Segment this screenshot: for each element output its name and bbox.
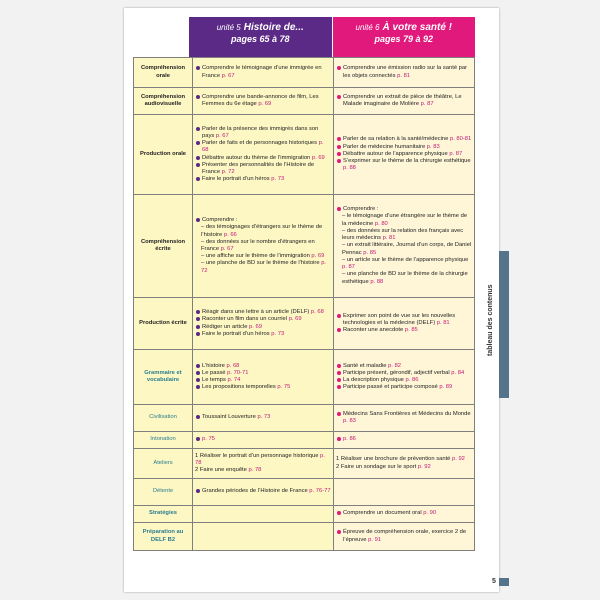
list-item (195, 224, 331, 238)
list-item (336, 271, 472, 285)
unit6-cell (334, 506, 475, 523)
list-item (336, 206, 472, 213)
item-text (343, 158, 472, 172)
item-label: – un extrait littéraire, Journal d’un corps, de Daniel Pennac (342, 242, 472, 256)
item-text (343, 313, 472, 327)
list-item (336, 456, 472, 463)
item-label: Comprendre un extrait de pièce de théâtre, Le Malade imaginaire de Molière (343, 93, 462, 107)
list-item (336, 158, 472, 172)
list-item (336, 436, 472, 443)
list-item (195, 239, 331, 253)
list-item (336, 370, 472, 377)
row-label: Civilisation (134, 405, 193, 432)
list-item (195, 370, 331, 377)
list-item (336, 313, 472, 327)
item-label: Parler de la présence des immigrés dans son pays (202, 125, 319, 139)
item-text (342, 257, 472, 271)
bullet-icon (337, 328, 341, 332)
bullet-icon (337, 364, 341, 368)
page-ref: p. 76-77 (309, 488, 331, 495)
list-item (336, 411, 472, 425)
item-label: Comprendre un document oral (343, 510, 424, 517)
item-intro: Comprendre : (343, 206, 379, 213)
item-text (202, 384, 290, 391)
item-label: L’histoire (202, 362, 227, 369)
table-row (134, 523, 475, 551)
item-label: Médecins Sans Frontières et Médecins du Monde (343, 410, 471, 417)
list-item (336, 257, 472, 271)
item-text (202, 370, 248, 377)
unit5-cell (193, 449, 334, 479)
unit6-cell (334, 449, 475, 479)
unit5-cell (193, 523, 334, 551)
item-label: Présenter des personnalités de l’Histoire de France (202, 161, 315, 175)
bullet-icon (196, 163, 200, 167)
item-label: Grandes périodes de l’Histoire de France (202, 488, 310, 495)
item-text (343, 94, 472, 108)
item-text (202, 331, 284, 338)
bullet-icon (196, 141, 200, 145)
page-ref: p. 84 (451, 369, 465, 376)
item-text (343, 327, 418, 334)
item-label: – une planche de BD sur le thème de l’histoire (201, 260, 322, 267)
list-item (195, 126, 331, 140)
bullet-icon (196, 415, 200, 419)
item-label: – une planche de BD sur le thème de la chirurgie esthétique (342, 271, 468, 285)
item-label: Participe passé et participe composé (343, 384, 440, 391)
item-text (195, 467, 261, 474)
bullet-icon (337, 66, 341, 70)
item-label: Toussaint Louverture (202, 414, 258, 421)
list-item (336, 529, 472, 543)
side-tab (499, 251, 509, 398)
unit6-cell (334, 350, 475, 405)
page-ref: p. 92 (452, 456, 465, 463)
page-ref: p. 73 (271, 176, 285, 183)
page-ref: p. 88 (343, 165, 356, 172)
list-item (336, 377, 472, 384)
item-text (202, 65, 331, 79)
bullet-icon (337, 530, 341, 534)
bullet-icon (196, 218, 200, 222)
list-item (336, 65, 472, 79)
unit6-cell (334, 405, 475, 432)
item-label: – des données sur la relation des français avec leurs médecins (342, 227, 464, 242)
table-row (134, 195, 475, 298)
item-label: Épreuve de compréhension orale, exercice 2 de l’épreuve (343, 529, 467, 543)
bullet-icon (196, 310, 200, 314)
bullet-icon (196, 156, 200, 160)
item-text (342, 213, 472, 227)
list-item (195, 363, 331, 370)
item-label: 2 Faire une enquête (195, 467, 249, 474)
page-ref: p. 83 (343, 418, 356, 424)
page-ref: p. 69 (288, 316, 302, 323)
page-ref: p. 67 (221, 72, 235, 79)
list-item (336, 242, 472, 256)
unit5-cell (193, 479, 334, 506)
page-ref: p. 75 (277, 384, 291, 391)
list-item (195, 94, 331, 108)
page-number-strip (499, 578, 509, 586)
unit5-header (189, 17, 332, 57)
item-label: Débattre autour de l’apparence physique (343, 150, 450, 157)
list-item (195, 162, 331, 176)
item-label: – un article sur le thème de l’apparence physique (342, 256, 469, 263)
table-row (134, 432, 475, 449)
list-item (195, 384, 331, 391)
unit6-pages: pages 79 à 92 (374, 33, 434, 44)
item-text (202, 126, 331, 140)
page-ref: p. 73 (271, 330, 285, 337)
item-label: Comprendre une émission radio sur la santé par les objets connectés (343, 65, 468, 79)
item-label: – des témoignages d’étrangers sur le thème de l’histoire (201, 224, 323, 238)
page-ref: p. 85 (363, 249, 377, 256)
bullet-icon (196, 364, 200, 368)
item-text (343, 363, 401, 370)
list-item (336, 327, 472, 334)
unit5-title: Histoire de... (243, 22, 304, 33)
row-label: Préparation au DELF B2 (134, 523, 193, 551)
unit6-cell (334, 115, 475, 195)
item-text (202, 316, 302, 323)
row-label: Compréhension orale (134, 58, 193, 88)
page-ref: p. 87 (342, 264, 355, 271)
list-item (336, 213, 472, 227)
page-ref: p. 83 (426, 143, 440, 150)
item-label: Santé et maladie (343, 362, 389, 369)
list-item (336, 384, 472, 391)
row-label: Production écrite (134, 298, 193, 350)
bullet-icon (337, 207, 341, 211)
bullet-icon (196, 127, 200, 131)
page-number: 5 (492, 578, 496, 585)
page-ref: p. 82 (388, 362, 402, 369)
item-text (202, 162, 331, 176)
bullet-icon (196, 385, 200, 389)
page-ref: p. 74 (227, 377, 241, 383)
bullet-icon (196, 177, 200, 181)
item-text (343, 384, 452, 391)
bullet-icon (337, 137, 341, 141)
bullet-icon (196, 371, 200, 375)
item-text (343, 65, 472, 79)
page-ref: p. 67 (215, 132, 229, 139)
item-label: – des données sur le nombre d’étrangers en France (201, 238, 315, 252)
page-ref: p. 68 (202, 140, 324, 154)
bullet-icon (196, 95, 200, 99)
item-label: Participe présent, gérondif, adjectif verbal (343, 369, 452, 376)
item-label: S’exprimer sur le thème de la chirurgie esthétique (343, 158, 471, 165)
unit5-cell (193, 298, 334, 350)
unit6-cell (334, 195, 475, 298)
list-item (336, 464, 472, 471)
item-label: Exprimer son point de vue sur les nouvelles technologies et la médecine (DELF) (343, 312, 456, 326)
item-text (202, 436, 215, 443)
unit5-cell (193, 350, 334, 405)
unit5-pages: pages 65 à 78 (230, 33, 290, 44)
item-label: 1 Réaliser une brochure de prévention santé (336, 456, 453, 463)
item-text (343, 151, 462, 158)
list-item (336, 510, 472, 517)
table-row (134, 58, 475, 88)
item-text (343, 377, 418, 384)
item-label: Débattre autour du thème de l’immigration (202, 154, 312, 161)
list-item (195, 155, 331, 162)
row-label: Stratégies (134, 506, 193, 523)
item-label: 1 Réaliser le portrait d’un personnage historique (195, 452, 321, 459)
item-text (202, 155, 325, 162)
item-text (343, 370, 464, 377)
item-text (201, 253, 324, 260)
unit6-title: À votre santé ! (382, 22, 452, 33)
item-label: Les propositions temporelles (202, 384, 278, 391)
page-ref: p. 81 (397, 72, 411, 79)
item-text (342, 228, 472, 242)
table-row (134, 298, 475, 350)
page-ref: p. 90 (423, 510, 437, 517)
contents-table (133, 57, 475, 551)
item-label: La description physique (343, 377, 406, 383)
item-label: Raconter un film dans un courriel (202, 316, 289, 323)
list-item (195, 316, 331, 323)
unit5-cell (193, 58, 334, 88)
item-text (202, 363, 239, 370)
item-label: Parler de sa relation à la santé/médecine (343, 136, 450, 143)
bullet-icon (196, 317, 200, 321)
bullet-icon (196, 378, 200, 382)
table-row (134, 88, 475, 115)
item-label: Le passé (202, 369, 228, 376)
side-tab-label: tableau des contenus (487, 284, 494, 356)
page-ref: p. 72 (201, 260, 327, 274)
unit6-cell (334, 432, 475, 449)
bullet-icon (196, 489, 200, 493)
unit6-cell (334, 58, 475, 88)
item-text (343, 436, 356, 443)
list-item (195, 331, 331, 338)
page-ref: p. 81 (436, 319, 450, 326)
item-label: – le témoignage d’une étrangère sur le thème de la médecine (342, 213, 468, 227)
item-text (202, 377, 240, 384)
list-item (336, 136, 472, 143)
row-label: Compréhension audiovisuelle (134, 88, 193, 115)
item-label: Réagir dans une lettre à un article (DELF) (202, 309, 311, 316)
item-label: Faire le portrait d’un héros (202, 330, 272, 337)
list-item (195, 453, 331, 467)
unit5-cell (193, 115, 334, 195)
page-ref: p. 91 (368, 536, 382, 543)
item-label: – une affiche sur le thème de l’immigration (201, 253, 312, 260)
item-text (342, 271, 472, 285)
bullet-icon (196, 332, 200, 336)
unit5-prefix: unité 5 (216, 23, 241, 32)
list-item (195, 467, 331, 474)
row-label: Compréhension écrite (134, 195, 193, 298)
unit5-cell (193, 432, 334, 449)
page-ref: p. 66 (223, 231, 237, 238)
list-item (195, 488, 331, 495)
unit5-cell (193, 506, 334, 523)
bullet-icon (337, 437, 341, 441)
list-item (336, 144, 472, 151)
item-text (202, 140, 331, 154)
list-item (336, 228, 472, 242)
item-text (201, 260, 331, 274)
list-item (195, 324, 331, 331)
list-item (195, 377, 331, 384)
bullet-icon (337, 511, 341, 515)
page-ref: p. 86 (343, 436, 356, 443)
unit5-cell (193, 195, 334, 298)
row-label: Production orale (134, 115, 193, 195)
page-ref: p. 87 (420, 101, 434, 107)
item-text (201, 239, 331, 253)
bullet-icon (337, 152, 341, 156)
page-ref: p. 85 (404, 327, 418, 334)
page-ref: p. 78 (195, 452, 325, 466)
list-item (336, 363, 472, 370)
page-ref: p. 67 (220, 246, 234, 252)
table-row (134, 506, 475, 523)
page-ref: p. 80-81 (449, 136, 472, 143)
page-ref: p. 68 (310, 309, 324, 316)
page-ref: p. 69 (258, 101, 272, 107)
item-text (336, 464, 431, 471)
item-text (202, 488, 331, 495)
page-ref: p. 75 (202, 436, 215, 443)
item-text (343, 136, 471, 143)
list-item (336, 94, 472, 108)
item-text (202, 309, 324, 316)
page-ref: p. 69 (311, 253, 325, 260)
table-row (134, 350, 475, 405)
page-ref: p. 89 (439, 384, 453, 391)
unit5-cell (193, 405, 334, 432)
item-text (202, 176, 284, 183)
page-ref: p. 72 (221, 168, 235, 175)
unit6-prefix: unité 6 (355, 23, 380, 32)
item-text (202, 414, 270, 421)
item-text (343, 144, 440, 151)
bullet-icon (337, 145, 341, 149)
item-label: Parler de faits et de personnages historiques (202, 140, 319, 147)
item-text (202, 324, 262, 331)
row-label: Intonation (134, 432, 193, 449)
list-item (195, 414, 331, 421)
item-text (343, 510, 436, 517)
bullet-icon (337, 378, 341, 382)
page-ref: p. 69 (311, 154, 325, 161)
item-intro: Comprendre : (202, 217, 238, 224)
bullet-icon (337, 159, 341, 163)
list-item (195, 65, 331, 79)
row-label: Détente (134, 479, 193, 506)
list-item (195, 253, 331, 260)
list-item (195, 436, 331, 443)
bullet-icon (196, 325, 200, 329)
table-row (134, 449, 475, 479)
unit6-cell (334, 523, 475, 551)
bullet-icon (337, 412, 341, 416)
page-ref: p. 92 (417, 463, 431, 470)
bullet-icon (337, 314, 341, 318)
row-label: Ateliers (134, 449, 193, 479)
table-row (134, 479, 475, 506)
units-header (189, 17, 475, 57)
page-ref: p. 73 (257, 414, 271, 421)
page-ref: p. 70-71 (227, 369, 249, 376)
unit6-cell (334, 88, 475, 115)
list-item (336, 151, 472, 158)
table-row (134, 115, 475, 195)
item-label: Rédiger un article (202, 323, 250, 330)
item-label: Comprendre une bande-annonce de film, Les Femmes du 6e étage (202, 93, 319, 107)
page-ref: p. 69 (249, 323, 262, 330)
item-text (336, 456, 465, 463)
item-label: 2 Faire un sondage sur le sport (336, 463, 418, 470)
bullet-icon (337, 95, 341, 99)
item-text (343, 411, 472, 425)
item-text (201, 224, 331, 238)
item-label: Faire le portrait d’un héros (202, 176, 272, 183)
page-ref: p. 86 (405, 377, 419, 383)
page-ref: p. 78 (248, 467, 262, 474)
unit6-cell (334, 479, 475, 506)
unit5-cell (193, 88, 334, 115)
row-label: Grammaire et vocabulaire (134, 350, 193, 405)
item-text (342, 242, 472, 256)
list-item (195, 140, 331, 154)
page-ref: p. 81 (382, 235, 396, 242)
item-text (343, 529, 472, 543)
page-ref: p. 88 (370, 278, 384, 285)
bullet-icon (337, 371, 341, 375)
list-item (195, 309, 331, 316)
table-row (134, 405, 475, 432)
page-ref: p. 68 (226, 362, 240, 369)
item-label: Parler de médecine humanitaire (343, 143, 427, 150)
list-item (195, 217, 331, 224)
bullet-icon (196, 66, 200, 70)
bullet-icon (337, 385, 341, 389)
item-text (195, 453, 331, 467)
item-label: Comprendre le témoignage d’une immigrée en France (202, 65, 322, 79)
item-text (202, 94, 331, 108)
list-item (195, 260, 331, 274)
page-ref: p. 87 (449, 150, 463, 157)
page-ref: p. 80 (374, 220, 388, 227)
unit6-cell (334, 298, 475, 350)
unit6-header (333, 17, 476, 57)
list-item (195, 176, 331, 183)
item-label: Raconter une anecdote (343, 327, 405, 334)
bullet-icon (196, 437, 200, 441)
item-label: Le temps (202, 377, 228, 383)
